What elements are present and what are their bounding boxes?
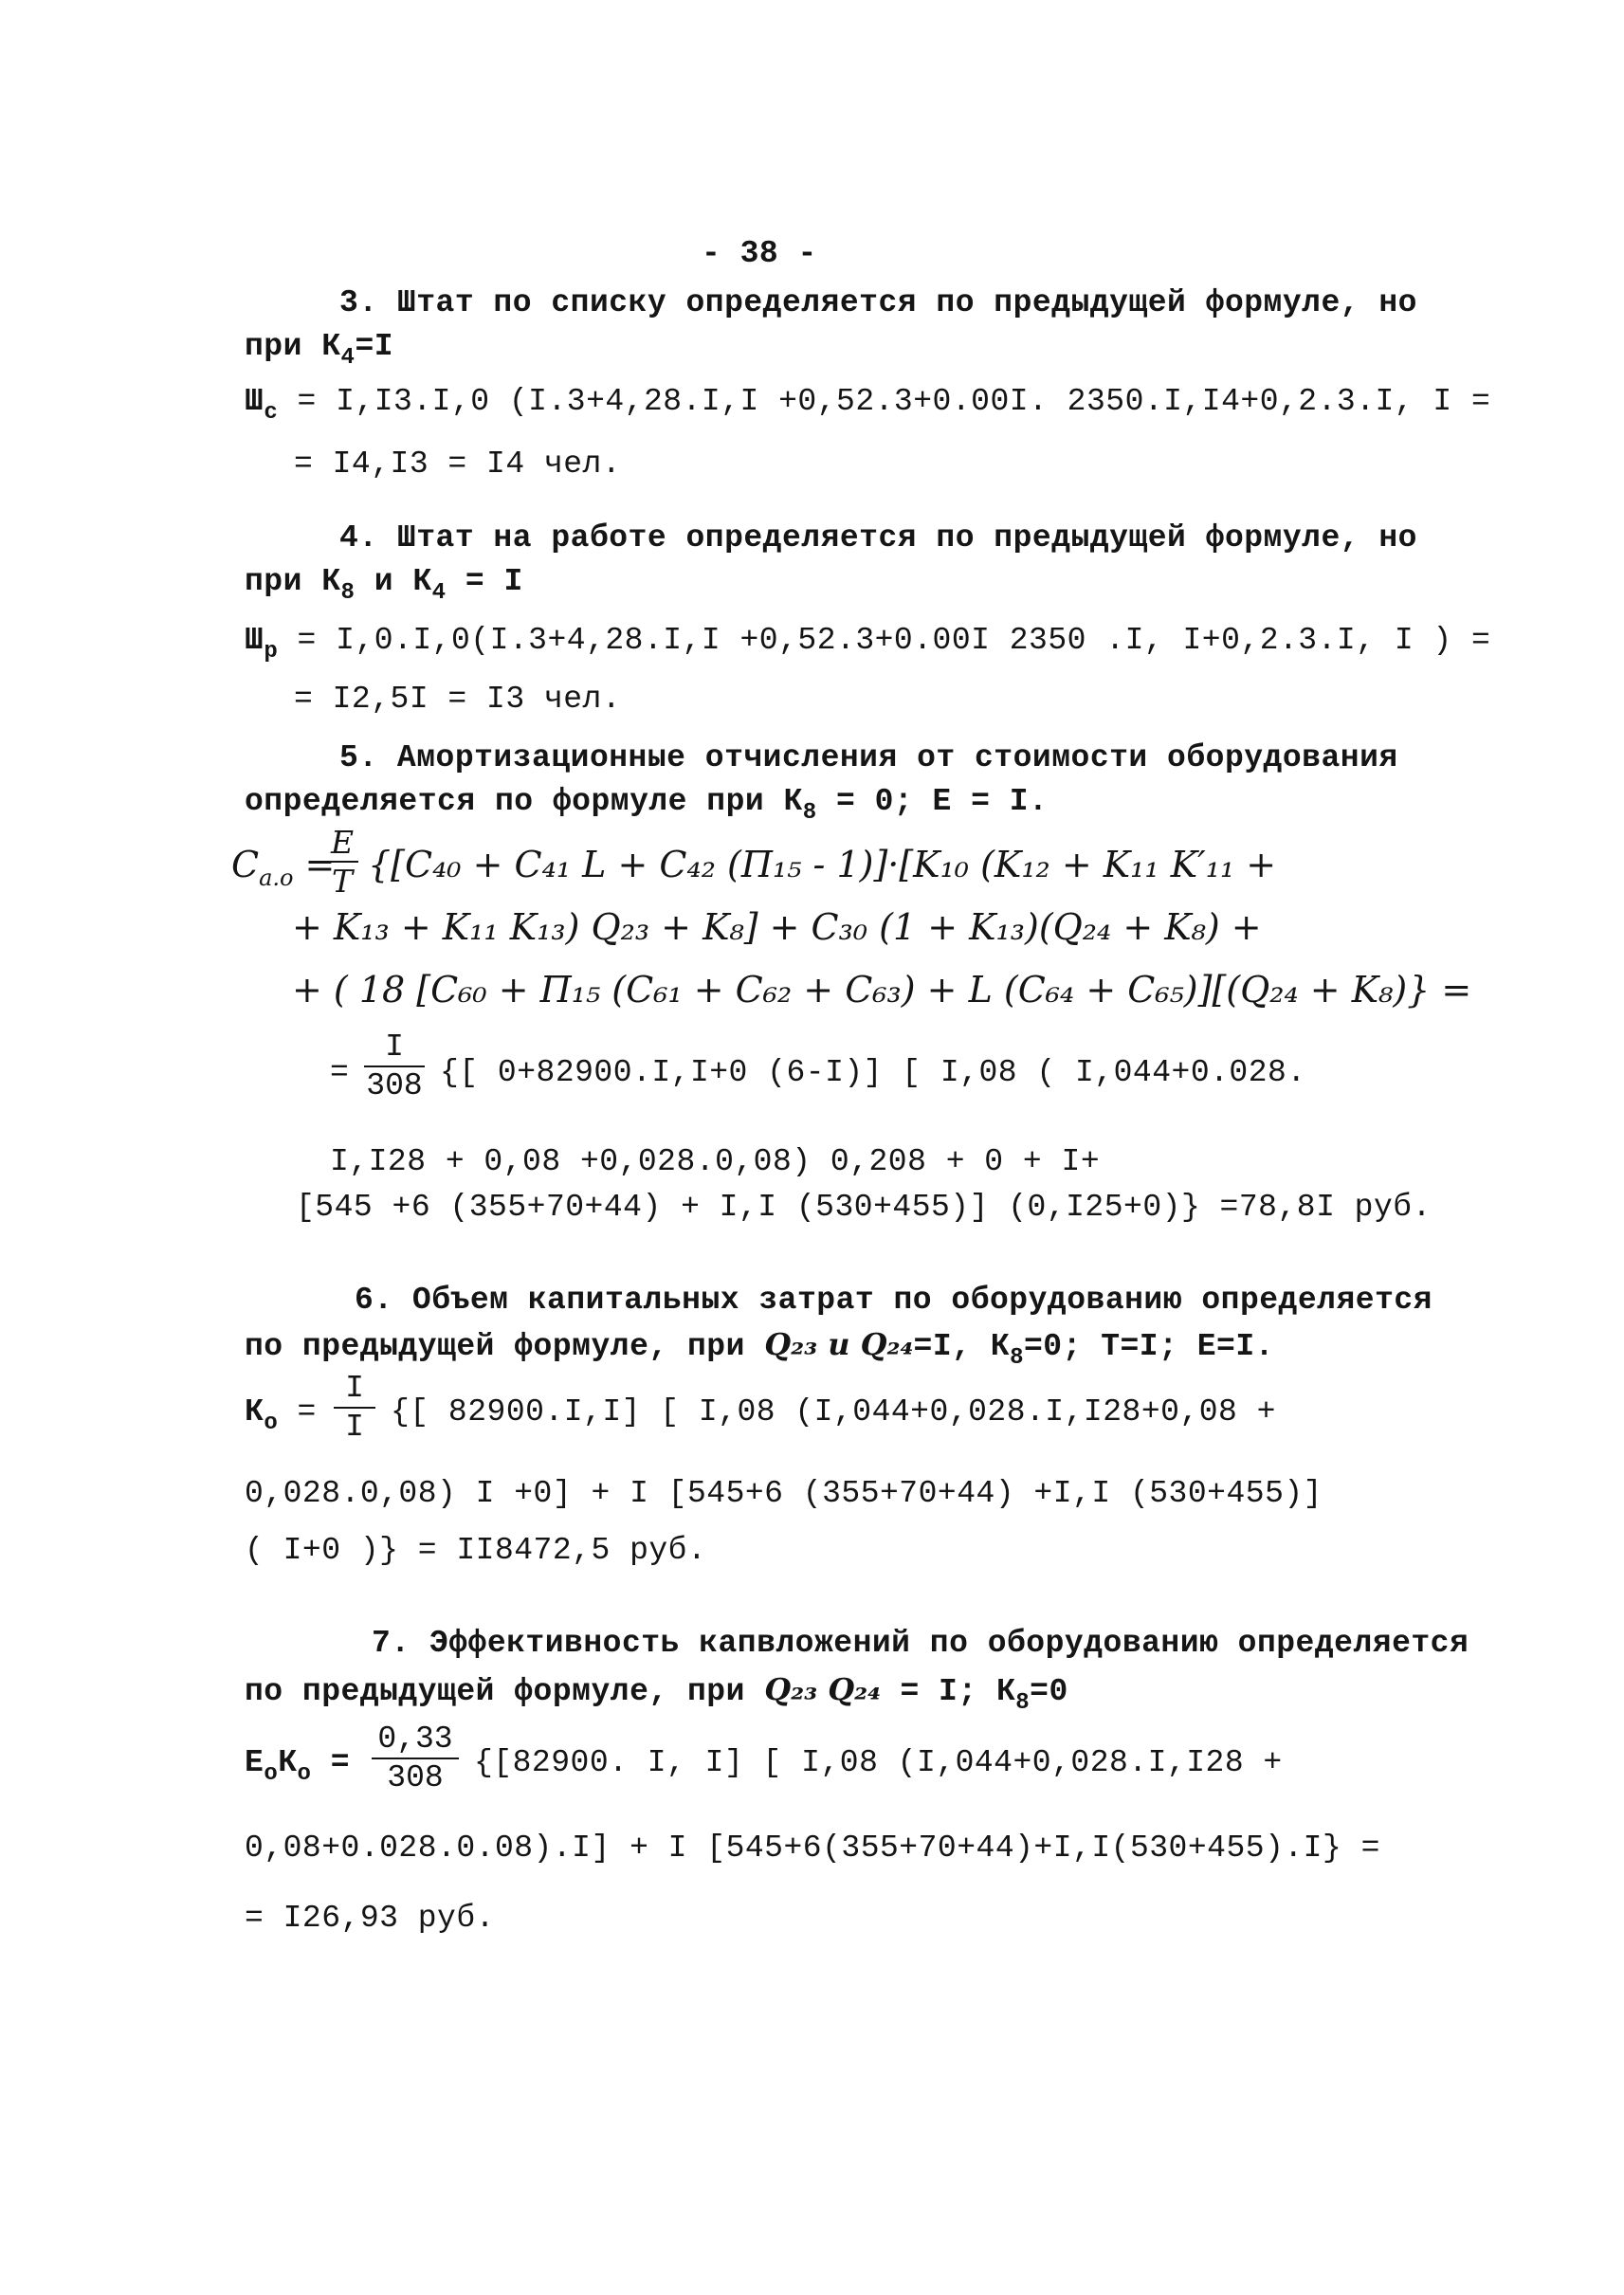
section-3-condition: при $К_4=I$ bbox=[245, 329, 394, 371]
section-6-formula-line-2: 0,028.0,08) I +0] + I [545+6 (355+70+44) +I,I (530+455)] bbox=[245, 1476, 1323, 1511]
handwritten-fraction-e-over-t: $\frac{E}{T}$ bbox=[326, 825, 358, 901]
section-5-fraction: $\frac{I}{308}$ bbox=[364, 1029, 425, 1105]
section-6-formula-line-3: ( I+0 )} = II8472,5 руб. bbox=[245, 1533, 707, 1568]
section-6-heading: 6. Объем капитальных затрат по оборудованию определяется bbox=[355, 1283, 1432, 1318]
handwritten-formula-line-2: + K₁₃ + K₁₁ K₁₃) Q₂₃ + K₈] + C₃₀ (1 + K₁₃)(Q₂₄ + K₈) + bbox=[292, 906, 1262, 948]
section-7-condition: по предыдущей формуле, при Q₂₃ Q₂₄ = I; $К_8=0$ bbox=[245, 1671, 1068, 1716]
section-6-formula-lhs: $К_о$ = bbox=[245, 1394, 317, 1436]
section-7-result: = I26,93 руб. bbox=[245, 1901, 495, 1936]
section-5-numeric-line-1: {[ 0+82900.I,I+0 (6-I)] [ I,08 ( I,044+0.028. bbox=[440, 1055, 1306, 1090]
section-5-heading: 5. Амортизационные отчисления от стоимости оборудования bbox=[339, 740, 1398, 775]
section-4-heading: 4. Штат на работе определяется по предыдущей формуле, но bbox=[339, 520, 1417, 556]
handwritten-formula-lhs: $C_{a.o}$ = bbox=[231, 844, 336, 891]
handwritten-formula-line-3: + ( 18 [C₆₀ + П₁₅ (C₆₁ + C₆₂ + C₆₃) + L (C₆₄ + C₆₅)][(Q₂₄ + K₈)} = bbox=[292, 969, 1472, 1011]
section-7-heading: 7. Эффективность капвложений по оборудованию определяется bbox=[372, 1626, 1469, 1661]
section-3-heading: 3. Штат по списку определяется по предыдущей формуле, но bbox=[339, 285, 1417, 320]
section-5-condition: определяется по формуле при $К_8 = 0$; Е = I. bbox=[245, 784, 1049, 826]
section-6-fraction: $\frac{I}{I}$ bbox=[334, 1371, 375, 1447]
page-number: - 38 - bbox=[702, 236, 817, 271]
section-5-numeric-equals: = bbox=[330, 1055, 350, 1090]
section-3-formula-line-2: = I4,I3 = I4 чел. bbox=[294, 446, 622, 482]
section-6-formula-line-1: {[ 82900.I,I] [ I,08 (I,044+0,028.I,I28+0,08 + bbox=[391, 1394, 1276, 1430]
section-4-condition: при $К_8$ и $К_4 = I$ bbox=[245, 564, 523, 606]
section-5-numeric-line-2: I,I28 + 0,08 +0,028.0,08) 0,208 + 0 + I+ bbox=[330, 1144, 1101, 1179]
handwritten-formula-line-1: {[C₄₀ + C₄₁ L + C₄₂ (П₁₅ - 1)]·[K₁₀ (K₁₂ + K₁₁ K′₁₁ + bbox=[368, 844, 1277, 885]
section-7-formula-line-1: {[82900. I, I] [ I,08 (I,044+0,028.I,I28 + bbox=[474, 1745, 1283, 1780]
section-7-formula-lhs: $Е_оК_о$ = bbox=[245, 1745, 351, 1787]
section-4-formula-line-1: $Ш_р = I,0.I,0(I.3+4,28.I,I +0,52.3+0.00I$ 2350 .I, I+0,2.3.I, I ) = bbox=[245, 623, 1491, 665]
section-4-formula-line-2: = I2,5I = I3 чел. bbox=[294, 682, 622, 717]
section-5-numeric-line-3: [545 +6 (355+70+44) + I,I (530+455)] (0,I25+0)} =78,8I руб. bbox=[296, 1190, 1432, 1225]
section-6-condition: по предыдущей формуле, при Q₂₃ и Q₂₄=I, $К_8=0$; Т=I; Е=I. bbox=[245, 1326, 1274, 1371]
section-7-formula-line-2: 0,08+0.028.0.08).I] + I [545+6(355+70+44)+I,I(530+455).I} = bbox=[245, 1831, 1380, 1866]
section-3-formula-line-1: $Ш_с = I,I3.I,0$ (I.3+4,28.I,I +0,52.3+0.00I. 2350.I,I4+0,2.3.I, I = bbox=[245, 384, 1491, 426]
section-7-fraction: $\frac{0,33}{308}$ bbox=[372, 1721, 459, 1797]
